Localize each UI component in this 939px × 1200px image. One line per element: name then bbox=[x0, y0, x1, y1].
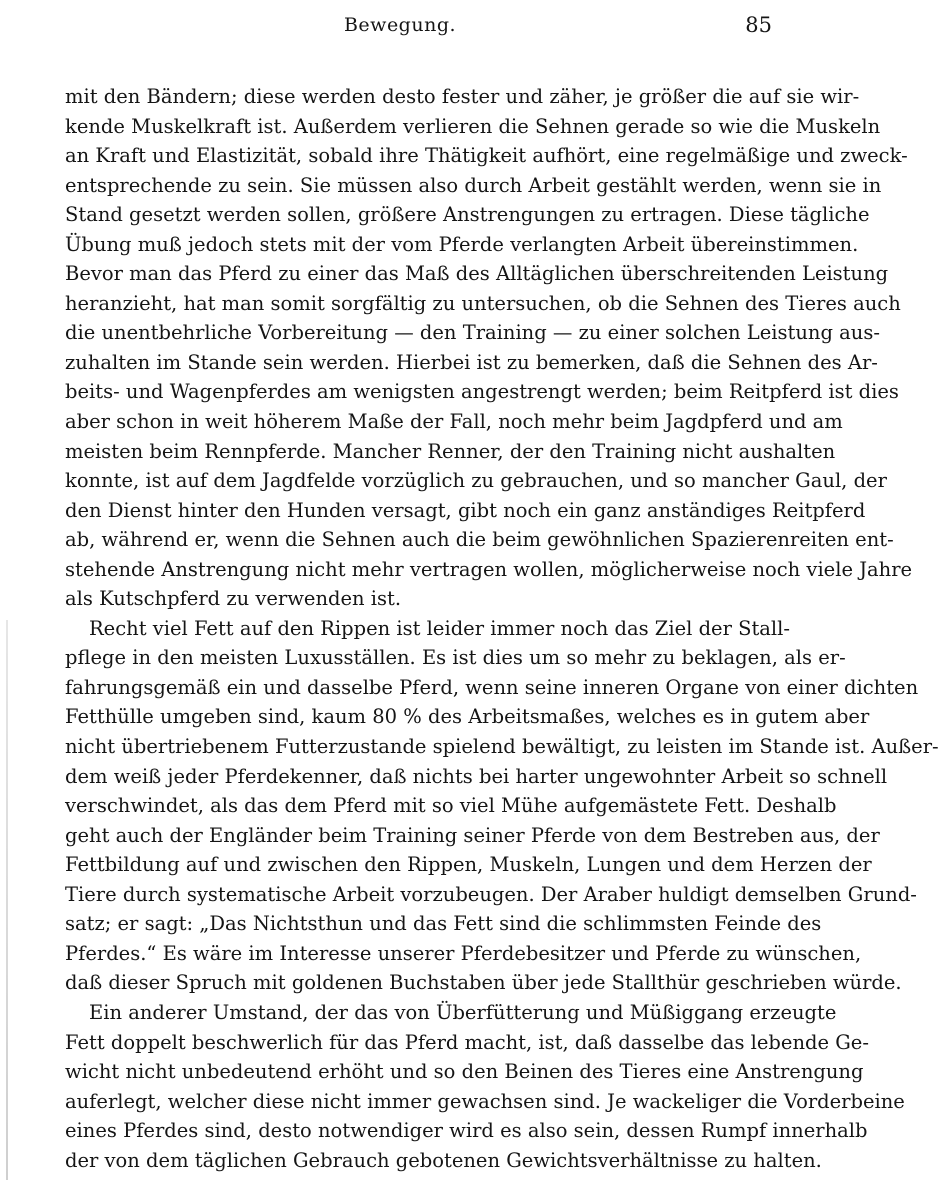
text-line: geht auch der Engländer beim Training seiner Pferde von dem Bestreben aus, der bbox=[65, 823, 880, 847]
text-line: satz; er sagt: „Das Nichtsthun und das Fett sind die schlimmsten Feinde des bbox=[65, 912, 822, 936]
text-line: verschwindet, als das dem Pferd mit so viel Mühe aufgemästete Fett. Deshalb bbox=[65, 794, 837, 818]
text-line: Stand gesetzt werden sollen, größere Anstrengungen zu ertragen. Diese tägliche bbox=[65, 203, 870, 227]
text-line: pflege in den meisten Luxusställen. Es ist dies um so mehr zu beklagen, als er- bbox=[65, 646, 846, 670]
running-head: Bewegung. bbox=[343, 14, 457, 36]
text-line: ab, während er, wenn die Sehnen auch die beim gewöhnlichen Spazierenreiten ent- bbox=[65, 528, 894, 552]
text-line: fahrungsgemäß ein und dasselbe Pferd, wenn seine inneren Organe von einer dichten bbox=[65, 675, 919, 699]
text-line: meisten beim Rennpferde. Mancher Renner, der den Training nicht aushalten bbox=[65, 439, 836, 463]
text-line: konnte, ist auf dem Jagdfelde vorzüglich zu gebrauchen, und so mancher Gaul, der bbox=[65, 469, 887, 493]
body-text bbox=[65, 82, 939, 1175]
page-edge-shadow bbox=[6, 620, 8, 1180]
text-line: Bevor man das Pferd zu einer das Maß des Alltäglichen überschreitenden Leistung bbox=[65, 262, 889, 286]
text-line: nicht übertriebenem Futterzustande spielend bewältigt, zu leisten im Stande ist. Außer- bbox=[65, 735, 939, 759]
text-line: wicht nicht unbedeutend erhöht und so den Beinen des Tieres eine Anstrengung bbox=[65, 1060, 864, 1084]
text-line: dem weiß jeder Pferdekenner, daß nichts bei harter ungewohnter Arbeit so schnell bbox=[65, 764, 888, 788]
text-line: an Kraft und Elastizität, sobald ihre Thätigkeit aufhört, eine regelmäßige und zweck- bbox=[65, 144, 908, 168]
text-line: Übung muß jedoch stets mit der vom Pferde verlangten Arbeit übereinstimmen. bbox=[65, 232, 859, 256]
text-line: heranzieht, hat man somit sorgfältig zu untersuchen, ob die Sehnen des Tieres auch bbox=[65, 291, 901, 315]
text-line: auferlegt, welcher diese nicht immer gewachsen sind. Je wackeliger die Vorderbeine bbox=[65, 1089, 905, 1113]
text-line: kende Muskelkraft ist. Außerdem verlieren die Sehnen gerade so wie die Muskeln bbox=[65, 114, 881, 138]
text-line: als Kutschpferd zu verwenden ist. bbox=[65, 587, 402, 611]
text-line: Recht viel Fett auf den Rippen ist leider immer noch das Ziel der Stall- bbox=[89, 616, 790, 640]
text-line: Tiere durch systematische Arbeit vorzubeugen. Der Araber huldigt demselben Grund- bbox=[65, 882, 917, 906]
text-line: Pferdes.“ Es wäre im Interesse unserer Pferdebesitzer und Pferde zu wünschen, bbox=[65, 941, 862, 965]
text-line: Fett doppelt beschwerlich für das Pferd macht, ist, daß dasselbe das lebende Ge- bbox=[65, 1030, 869, 1054]
text-line: stehende Anstrengung nicht mehr vertragen wollen, möglicherweise noch viele Jahre bbox=[65, 557, 913, 581]
text-line: entsprechende zu sein. Sie müssen also durch Arbeit gestählt werden, wenn sie in bbox=[65, 173, 882, 197]
text-line: zuhalten im Stande sein werden. Hierbei ist zu bemerken, daß die Sehnen des Ar- bbox=[65, 350, 878, 374]
text-line: Fetthülle umgeben sind, kaum 80 % des Arbeitsmaßes, welches es in gutem aber bbox=[65, 705, 870, 729]
text-line: Fettbildung auf und zwischen den Rippen, Muskeln, Lungen und dem Herzen der bbox=[65, 853, 872, 877]
text-line: den Dienst hinter den Hunden versagt, gibt noch ein ganz anständiges Reitpferd bbox=[65, 498, 866, 522]
text-line: Ein anderer Umstand, der das von Überfütterung und Müßiggang erzeugte bbox=[89, 1000, 837, 1024]
text-line: die unentbehrliche Vorbereitung — den Training — zu einer solchen Leistung aus- bbox=[65, 321, 880, 345]
text-line: der von dem täglichen Gebrauch gebotenen Gewichtsverhältnisse zu halten. bbox=[65, 1148, 822, 1172]
text-line: aber schon in weit höherem Maße der Fall, noch mehr beim Jagdpferd und am bbox=[65, 410, 843, 434]
text-line: eines Pferdes sind, desto notwendiger wird es also sein, dessen Rumpf innerhalb bbox=[65, 1119, 868, 1143]
text-line: mit den Bändern; diese werden desto fester und zäher, je größer die auf sie wir- bbox=[65, 85, 860, 108]
page-number: 85 bbox=[745, 13, 772, 37]
text-line: beits- und Wagenpferdes am wenigsten angestrengt werden; beim Reitpferd ist dies bbox=[65, 380, 899, 404]
text-line: daß dieser Spruch mit goldenen Buchstaben über jede Stallthür geschrieben würde. bbox=[65, 971, 902, 995]
